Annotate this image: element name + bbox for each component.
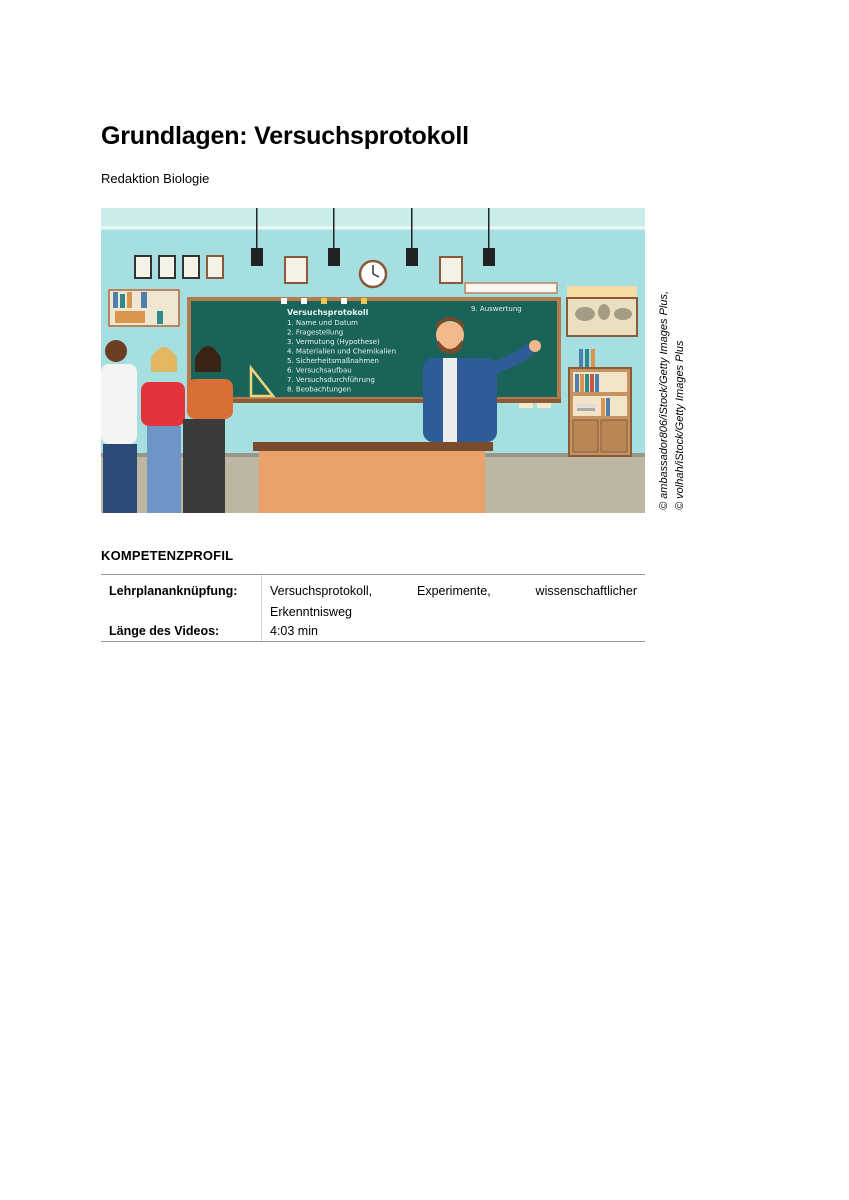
classroom-illustration [101, 208, 645, 513]
board-step: 6. Versuchsaufbau [287, 366, 352, 375]
student-1-figure [101, 340, 137, 513]
curriculum-topic: Versuchsprotokoll, [270, 584, 373, 598]
competence-profile-table [101, 574, 645, 642]
document-author: Redaktion Biologie [101, 171, 210, 186]
classroom-scene [101, 208, 645, 513]
table-row [101, 575, 645, 623]
board-step-9: 9. Auswertung [471, 305, 522, 313]
video-length-value: 4:03 min [270, 624, 318, 638]
board-step: 8. Beobachtungen [287, 385, 352, 394]
table-row [101, 623, 645, 641]
board-step: 3. Vermutung (Hypothese) [287, 338, 380, 346]
board-step: 2. Fragestellung [287, 328, 344, 337]
curriculum-topic: Erkenntnisweg [270, 605, 352, 619]
competence-profile-heading: KOMPETENZPROFIL [101, 548, 234, 563]
curriculum-link-value [262, 575, 645, 623]
curriculum-topic: wissenschaftlicher [535, 584, 637, 598]
curriculum-link-label: Lehrplananknüpfung: [101, 575, 262, 623]
image-credit-line: © ambassador806/iStock/Getty Images Plus, [658, 290, 670, 510]
curriculum-topic: Experimente, [417, 584, 491, 598]
board-step: 5. Sicherheitsmaßnahmen [287, 357, 379, 365]
board-title: Versuchsprotokoll [287, 308, 369, 317]
board-step: 4. Materialien und Chemikalien [287, 347, 397, 356]
document-title: Grundlagen: Versuchsprotokoll [101, 122, 469, 150]
video-length-label: Länge des Videos: [101, 623, 262, 641]
image-credit-line: © volhah/iStock/Getty Images Plus [674, 340, 686, 510]
board-step: 1. Name und Datum [287, 319, 359, 327]
board-step: 7. Versuchsdurchführung [287, 376, 375, 384]
image-credits [656, 291, 688, 510]
